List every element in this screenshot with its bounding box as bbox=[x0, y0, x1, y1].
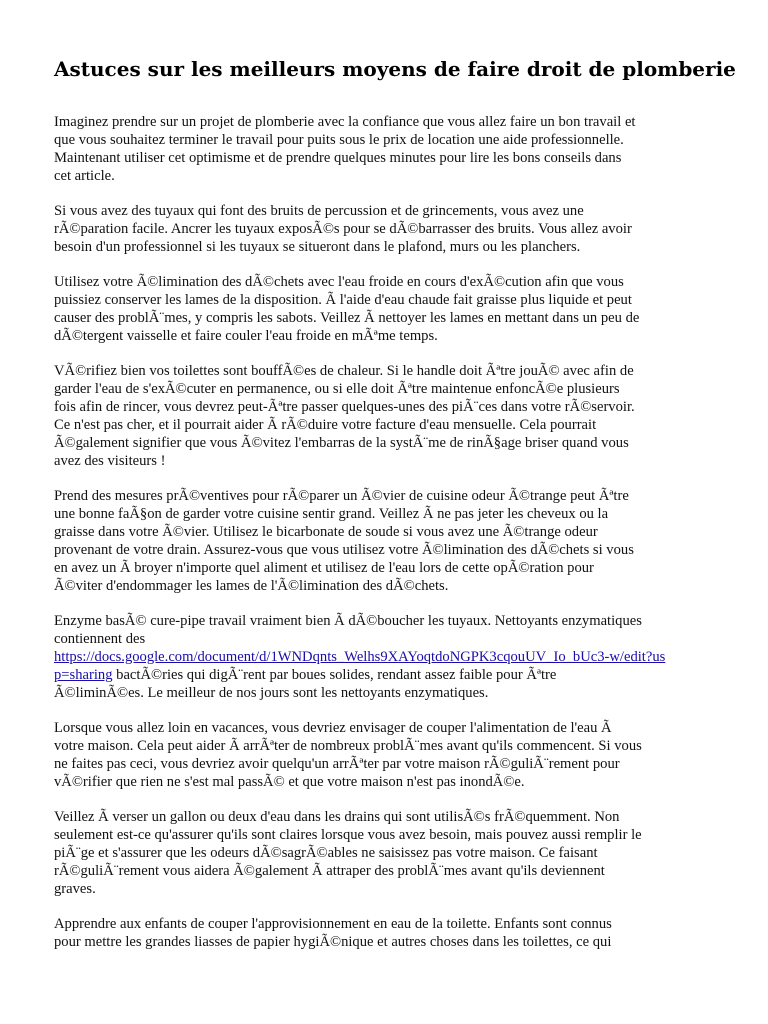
paragraph-6-text-before: Enzyme basÃ© cure-pipe travail vraiment bien Ã dÃ©boucher les tuyaux. Nettoyants enzymatiques contiennent des bbox=[54, 613, 642, 647]
paragraph-6 bbox=[54, 613, 716, 703]
paragraph-4: VÃ©rifiez bien vos toilettes sont bouffÃ©es de chaleur. Si le handle doit Ãªtre jouÃ© avec afin de garder l'eau de s'exÃ©cuter en permanence, ou si elle doit Ãªtre maintenue enfoncÃ©e plusieurs fois afin de rincer, vous devrez peut-Ãªtre passer quelques-unes des piÃ¨ces dans votre rÃ©servoir. Ce n'est pas cher, et il pourrait aider Ã rÃ©duire votre facture d'eau mensuelle. Cela pourrait Ã©galement signifier que vous Ã©vitez l'embarras de la systÃ¨me de rinÃ§age briser quand vous avez des visiteurs ! bbox=[54, 363, 635, 469]
paragraph-8: Veillez Ã verser un gallon ou deux d'eau dans les drains qui sont utilisÃ©s frÃ©quemment. Non seulement est-ce qu'assurer qu'ils sont claires lorsque vous avez besoin, mais pouvez aussi remplir le piÃ¨ge et s'assurer que les odeurs dÃ©sagrÃ©ables ne saisissez pas votre maison. Ce faisant rÃ©guliÃ¨rement vous aidera Ã©galement Ã attraper des problÃ¨mes avant qu'ils deviennent graves. bbox=[54, 809, 642, 897]
paragraph-6-text-after: bactÃ©ries qui digÃ¨rent par boues solides, rendant assez faible pour Ãªtre Ã©liminÃ©es. Le meilleur de nos jours sont les nettoyants enzymatiques. bbox=[54, 666, 557, 701]
paragraph-1: Imaginez prendre sur un projet de plomberie avec la confiance que vous allez faire un bon travail et que vous souhaitez terminer le travail pour puits sous le prix de location une aide professionnelle. Maintenant utiliser cet optimisme et de prendre quelques minutes pour lire les bons conseils dans cet article. bbox=[54, 114, 636, 184]
paragraph-9: Apprendre aux enfants de couper l'approvisionnement en eau de la toilette. Enfants sont connus pour mettre les grandes liasses de papier hygiÃ©nique et autres choses dans les toilettes, ce qui bbox=[54, 916, 612, 950]
paragraph-7: Lorsque vous allez loin en vacances, vous devriez envisager de couper l'alimentation de l'eau Ã votre maison. Cela peut aider Ã arrÃªter de nombreux problÃ¨mes avant qu'ils commencent. Si vous ne faites pas ceci, vous devriez avoir quelqu'un arrÃªter par votre maison rÃ©guliÃ¨rement pour vÃ©rifier que rien ne s'est mal passÃ© et que votre maison n'est pas inondÃ©e. bbox=[54, 720, 642, 790]
paragraph-3: Utilisez votre Ã©limination des dÃ©chets avec l'eau froide en cours d'exÃ©cution afin que vous puissiez conserver les lames de la disposition. Ã l'aide d'eau chaude fait graisse plus liquide et peut causer des problÃ¨mes, y compris les sabots. Veillez Ã nettoyer les lames en mettant dans un peu de dÃ©tergent vaisselle et faire couler l'eau froide en mÃªme temps. bbox=[54, 274, 640, 344]
google-docs-link[interactable]: https://docs.google.com/document/d/1WNDqnts_Welhs9XAYoqtdoNGPK3cqouUV_Io_bUc3-w/edit?us p=sharing bbox=[54, 648, 666, 683]
document-title: Astuces sur les meilleurs moyens de faire droit de plomberie bbox=[54, 57, 736, 81]
paragraph-5: Prend des mesures prÃ©ventives pour rÃ©parer un Ã©vier de cuisine odeur Ã©trange peut Ãªtre une bonne faÃ§on de garder votre cuisine sentir grand. Veillez Ã ne pas jeter les cheveux ou la graisse dans votre Ã©vier. Utilisez le bicarbonate de soude si vous avez une Ã©trange odeur provenant de votre drain. Assurez-vous que vous utilisez votre Ã©limination des dÃ©chets si vous en avez un Ã broyer n'importe quel aliment et utilisez de l'eau lors de cette opÃ©ration pour Ã©viter d'endommager les lames de l'Ã©limination des dÃ©chets. bbox=[54, 488, 634, 594]
paragraph-2: Si vous avez des tuyaux qui font des bruits de percussion et de grincements, vous avez une rÃ©paration facile. Ancrer les tuyaux exposÃ©s pour se dÃ©barrasser des bruits. Vous allez avoir besoin d'un professionnel si les tuyaux se situeront dans le plafond, murs ou les planchers. bbox=[54, 203, 632, 255]
